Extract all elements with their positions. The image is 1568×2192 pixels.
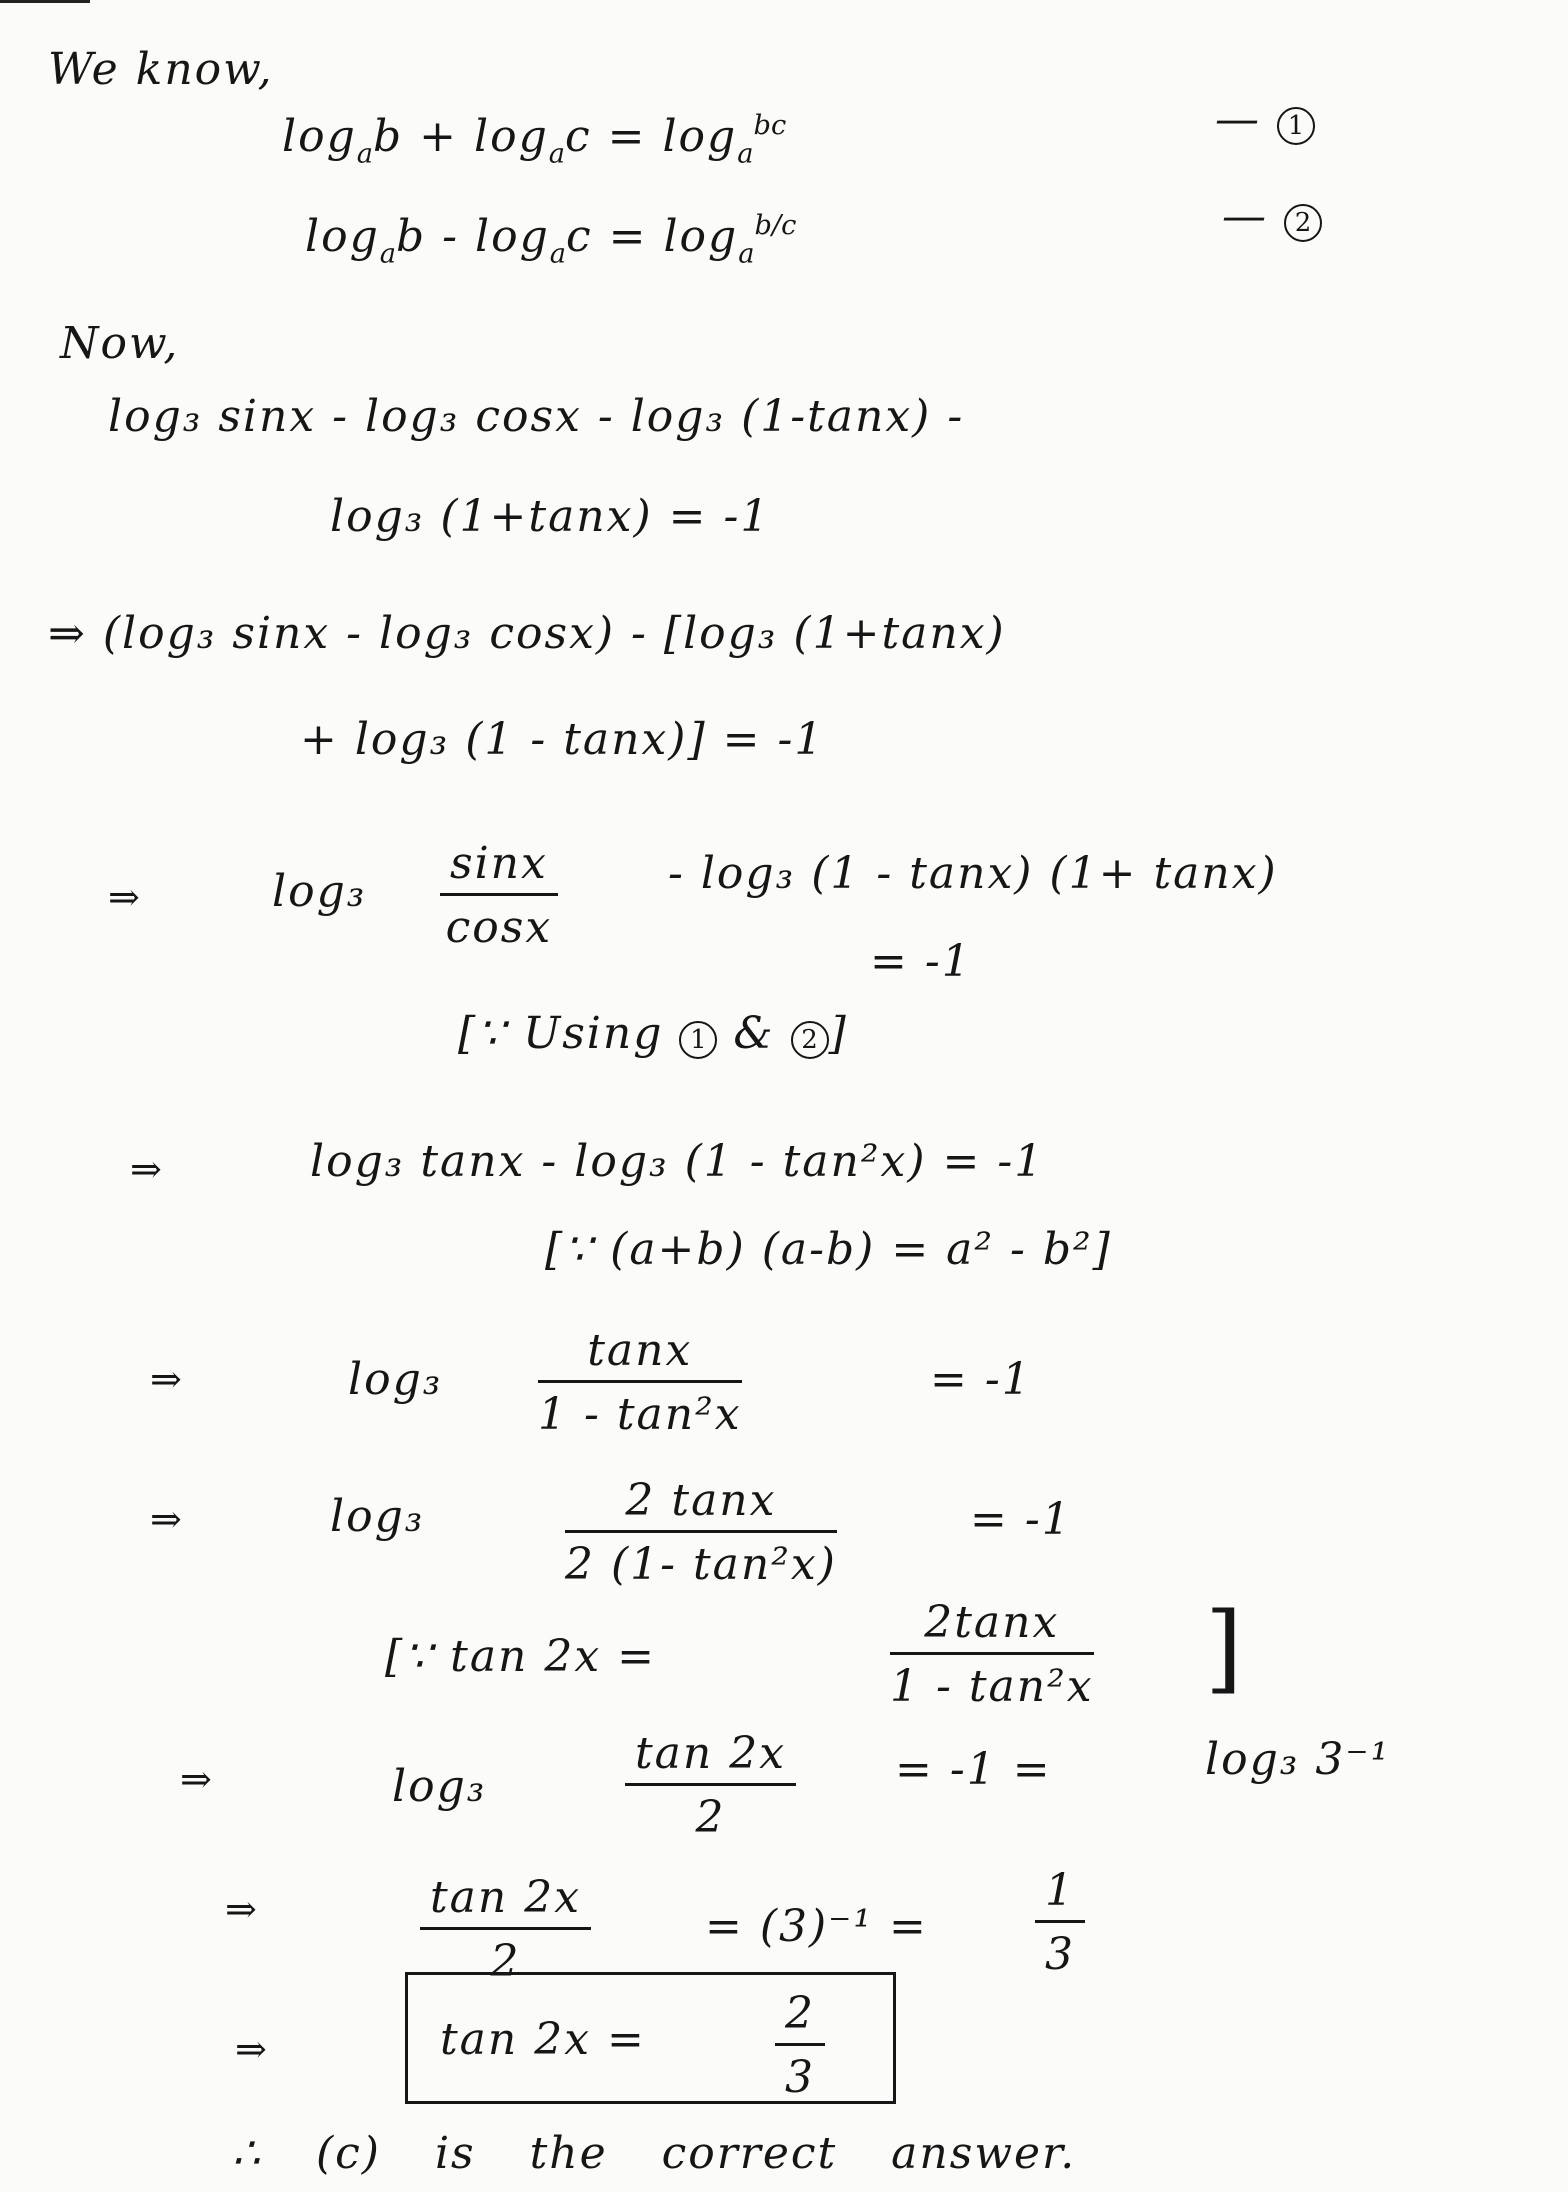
step5-log: log₃ [330, 1491, 425, 1542]
step5-implies: ⇒ [150, 1497, 184, 1541]
note-using-rules [458, 1008, 848, 1059]
step7-result-fraction [1035, 1865, 1085, 1980]
step7-equals: = (3)⁻¹ = [705, 1901, 928, 1952]
note-double-angle-prefix: [∵ tan 2x = [385, 1631, 657, 1682]
note3-denominator: 1 - tan²x [890, 1661, 1094, 1712]
now-label: Now, [60, 318, 180, 369]
step2-implies: ⇒ [108, 875, 142, 919]
note-difference-of-squares: [∵ (a+b) (a-b) = a² - b²] [545, 1224, 1112, 1275]
answer-fraction [775, 1988, 825, 2103]
step6-fraction [625, 1728, 796, 1843]
step-1a: ⇒ (log₃ sinx - log₃ cosx) - [log₃ (1+tanx) [48, 608, 1006, 659]
step2-rest: - log₃ (1 - tanx) (1+ tanx) [668, 848, 1278, 899]
step7-result-denominator: 3 [1045, 1929, 1075, 1980]
log-rule-quotient [305, 212, 796, 268]
rule1-tag [1215, 94, 1315, 145]
step6-implies: ⇒ [180, 1757, 214, 1801]
circled-number-1: 1 [1277, 107, 1315, 145]
answer-numerator: 2 [775, 1988, 825, 2046]
rule2-base2: a [549, 238, 566, 270]
given-line-2: log₃ (1+tanx) = -1 [330, 491, 771, 542]
note1-ampersand: & [733, 1008, 775, 1059]
step5-fraction [565, 1475, 837, 1590]
rule2-tag [1222, 191, 1322, 242]
rule1-log: log [282, 110, 357, 162]
rule2-base3: a [738, 238, 755, 270]
rule1-equals: c = log [565, 110, 738, 162]
step-1b: + log₃ (1 - tanx)] = -1 [300, 714, 825, 765]
step5-numerator: 2 tanx [565, 1475, 837, 1533]
step6-rhs: log₃ 3⁻¹ [1205, 1734, 1391, 1785]
step6-numerator: tan 2x [625, 1728, 796, 1786]
step8-implies: ⇒ [235, 2027, 269, 2071]
rule2-log: log [305, 210, 380, 262]
note-double-angle-suffix: ] [1205, 1592, 1245, 1704]
rule1-plus: b + log [373, 110, 549, 162]
log-rule-product [282, 112, 786, 168]
step2-log: log₃ [272, 866, 367, 917]
rule2-exponent: b/c [754, 210, 797, 241]
step5-equals: = -1 [970, 1494, 1072, 1545]
step2-fraction [440, 838, 558, 953]
rule1-dash: — [1215, 94, 1261, 145]
step6-log: log₃ [392, 1761, 487, 1812]
step5-denominator: 2 (1- tan²x) [565, 1539, 837, 1590]
step4-fraction [538, 1325, 742, 1440]
rule1-exponent: bc [753, 110, 787, 141]
conclusion-text: ∴ (c) is the correct answer. [232, 2128, 1077, 2179]
step3-implies: ⇒ [130, 1147, 164, 1191]
step4-equals: = -1 [930, 1354, 1032, 1405]
answer-expression: tan 2x = [440, 2014, 646, 2065]
step7-fraction [420, 1872, 591, 1987]
rule1-base2: a [548, 138, 565, 170]
note1-prefix: [∵ Using [458, 1008, 664, 1059]
rule1-base3: a [737, 138, 754, 170]
rule2-dash: — [1222, 191, 1268, 242]
rule1-base: a [356, 138, 373, 170]
circled-number-2: 2 [1284, 204, 1322, 242]
rule2-base: a [379, 238, 396, 270]
intro-text: We know, [48, 44, 274, 95]
step2-equals: = -1 [870, 936, 972, 987]
note3-numerator: 2tanx [890, 1597, 1094, 1655]
answer-denominator: 3 [785, 2052, 815, 2103]
step6-denominator: 2 [695, 1792, 726, 1843]
step6-equals: = -1 = [895, 1744, 1052, 1795]
step4-implies: ⇒ [150, 1357, 184, 1401]
circled-number-2-ref: 2 [791, 1021, 829, 1059]
rule2-equals: c = log [566, 210, 739, 262]
step4-log: log₃ [348, 1354, 443, 1405]
step3-expression: log₃ tanx - log₃ (1 - tan²x) = -1 [310, 1136, 1045, 1187]
step7-result-numerator: 1 [1035, 1865, 1085, 1923]
step4-numerator: tanx [538, 1325, 742, 1383]
step7-denominator: 2 [490, 1936, 521, 1987]
given-line-1: log₃ sinx - log₃ cosx - log₃ (1-tanx) - [108, 391, 965, 442]
note1-suffix: ] [828, 1008, 848, 1059]
circled-number-1-ref: 1 [679, 1021, 717, 1059]
note-double-angle-fraction [890, 1597, 1094, 1712]
rule2-minus: b - log [396, 210, 550, 262]
step2-denominator: cosx [445, 902, 553, 953]
step7-implies: ⇒ [225, 1887, 259, 1931]
step7-numerator: tan 2x [420, 1872, 591, 1930]
step2-numerator: sinx [440, 838, 558, 896]
top-rule [0, 0, 90, 3]
step4-denominator: 1 - tan²x [538, 1389, 742, 1440]
